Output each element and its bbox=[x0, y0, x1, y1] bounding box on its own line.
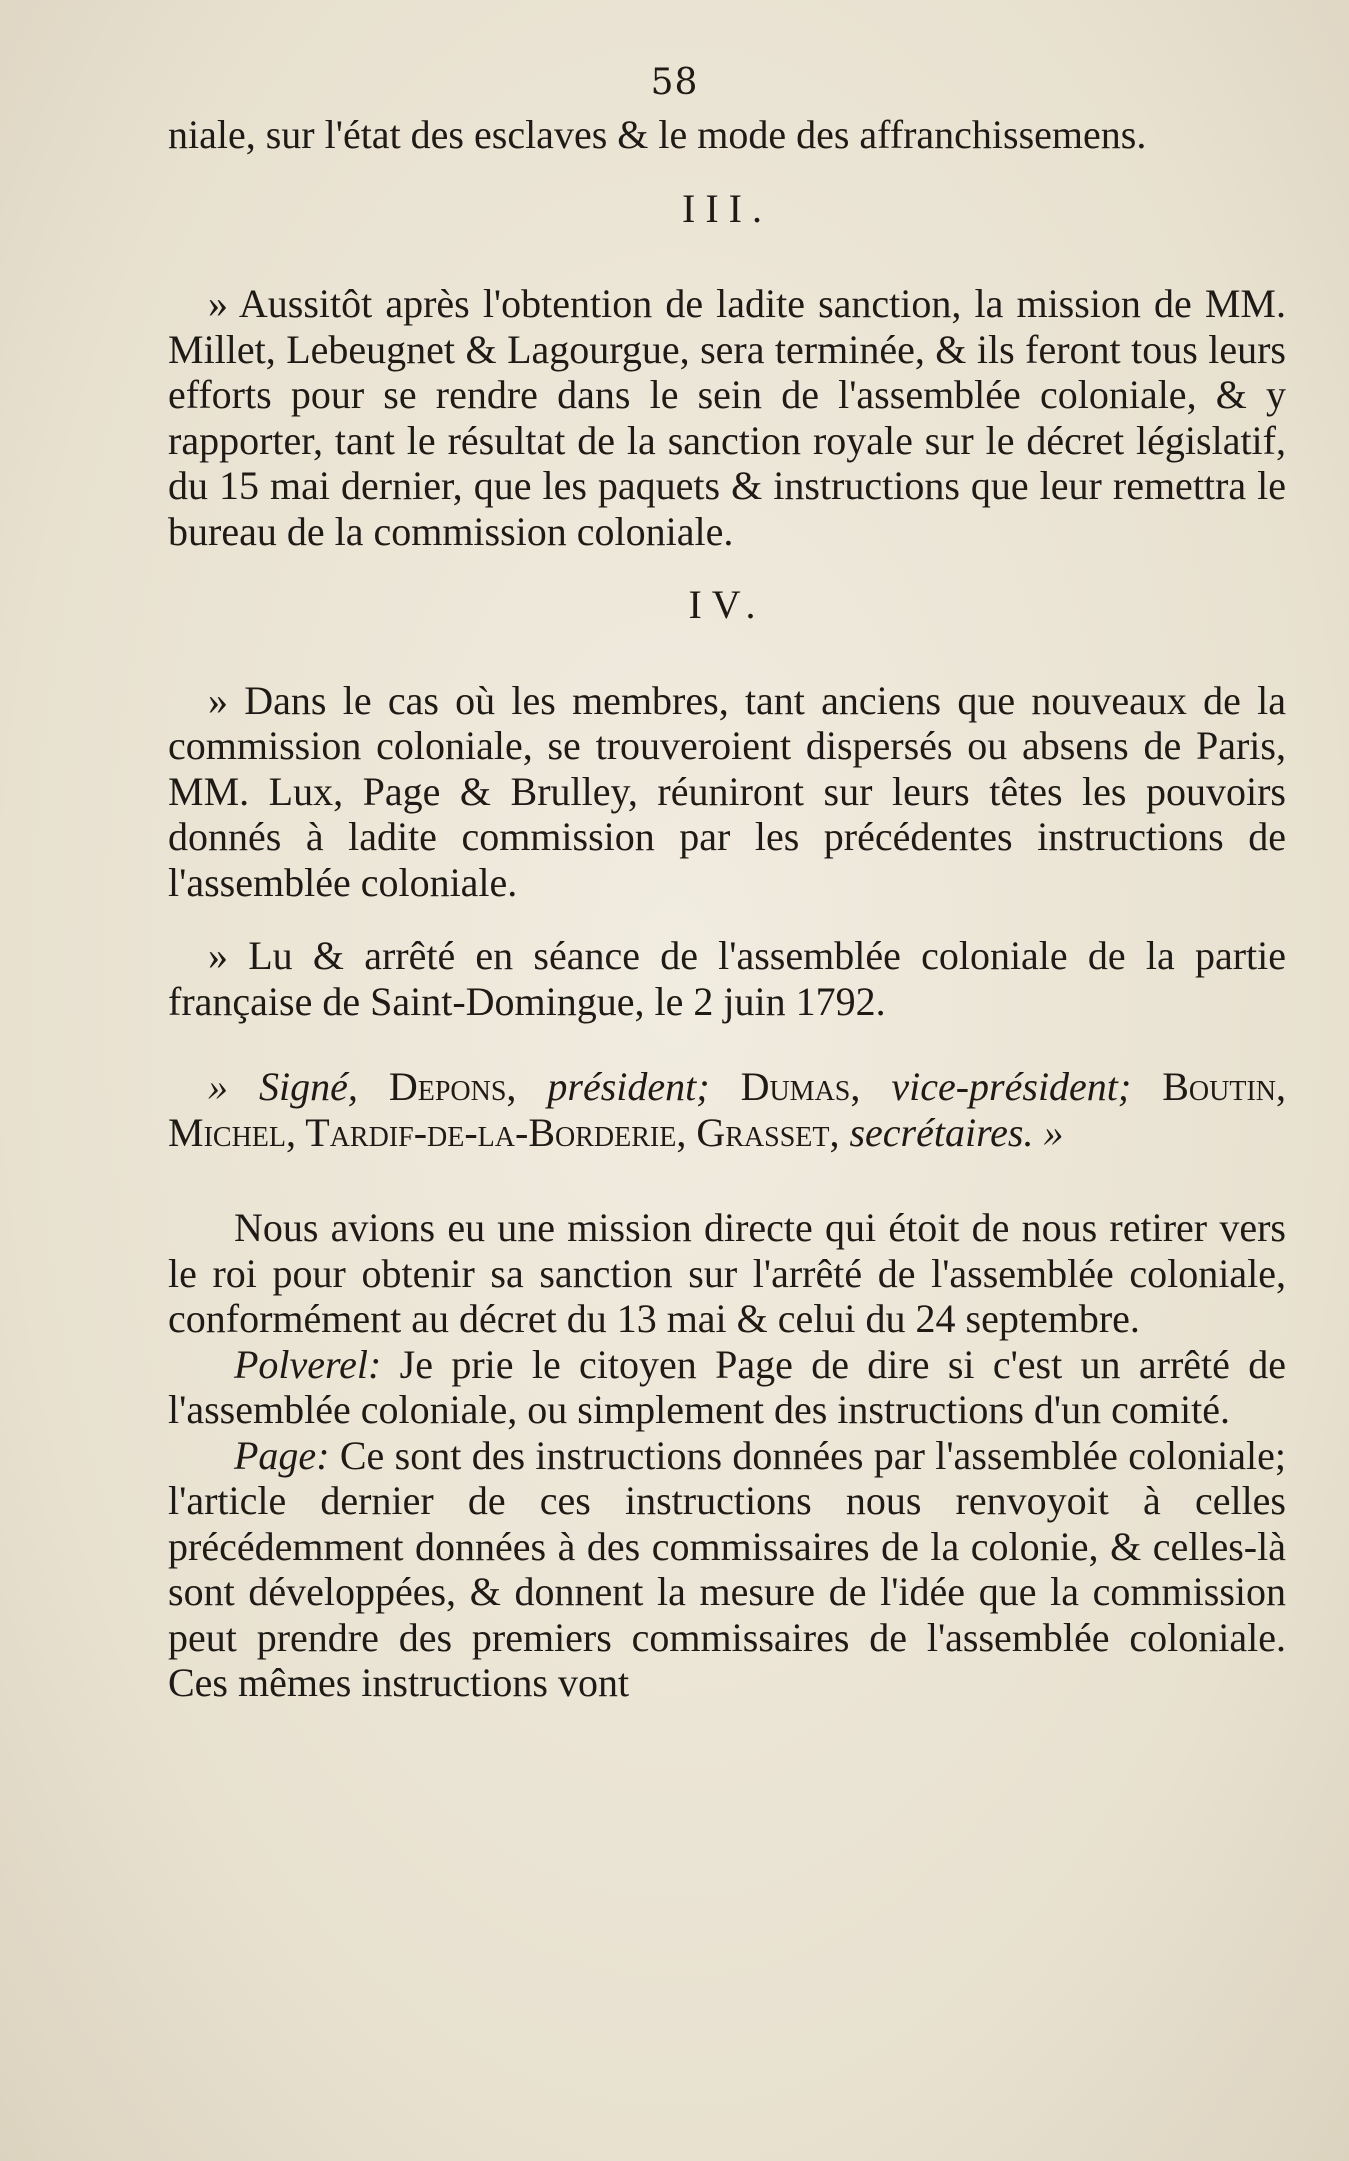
signature-title-secretaires: secrétaires. » bbox=[849, 1109, 1064, 1155]
paragraph-article-3: » Aussitôt après l'obtention de ladite sanction, la mission de MM. Millet, Lebeugnet & Lagourgue, sera terminée, & ils feront tous leurs efforts pour se rendre dans le sein de l'assemblée coloniale, & y rapporter, tant le résultat de la sanction royale sur le décret législatif, du 15 mai dernier, que les paquets & instructions que leur remettra le bureau de la commission coloniale. bbox=[168, 281, 1286, 554]
signature-prefix: » Signé, bbox=[208, 1064, 358, 1109]
speaker-page: Page: bbox=[234, 1432, 330, 1478]
signature-names-secretaries: Boutin, Michel, Tardif-de-la-Borderie, Grasset, bbox=[168, 1064, 1287, 1155]
speaker-polverel: Polverel: bbox=[234, 1341, 382, 1387]
page-text bbox=[168, 112, 1286, 1706]
dialog-page bbox=[168, 1433, 1286, 1706]
article-heading-3: III. bbox=[682, 185, 772, 231]
signature-name-dumas: Dumas bbox=[740, 1064, 851, 1109]
signature-title-president: président; bbox=[547, 1064, 710, 1109]
dialog-page-text: Ce sont des instructions données par l'assemblée coloniale; l'article dernier de ces instructions nous renvoyoit à celles précédemment données à des commissaires de la colonie, & celles-là sont développées, & donnent la mesure de l'idée que la commission peut prendre des premiers commissaires de l'assemblée coloniale. Ces mêmes instructions vont bbox=[168, 1432, 1287, 1705]
signature-name-depons: Depons bbox=[388, 1064, 507, 1109]
dialog-polverel-text: Je prie le citoyen Page de dire si c'est un arrêté de l'assemblée coloniale, ou simplement des instructions d'un comité. bbox=[168, 1341, 1287, 1432]
dialog-polverel bbox=[168, 1342, 1286, 1433]
paragraph-intro: niale, sur l'état des esclaves & le mode des affranchissemens. bbox=[168, 112, 1147, 157]
paragraph-lu-arrete: » Lu & arrêté en séance de l'assemblée coloniale de la partie française de Saint-Domingue, le 2 juin 1792. bbox=[168, 933, 1286, 1024]
page-number: 58 bbox=[650, 62, 699, 103]
signature-title-vice-president: vice-président; bbox=[891, 1064, 1132, 1109]
article-heading-4: IV. bbox=[688, 582, 766, 627]
paragraph-nous-avions: Nous avions eu une mission directe qui étoit de nous retirer vers le roi pour obtenir sa sanction sur l'arrêté de l'assemblée coloniale, conformément au décret du 13 mai & celui du 24 septembre. bbox=[168, 1205, 1286, 1341]
signature-block: » Signé, Depons, président; Dumas, vice-président; Boutin, Michel, Tardif-de-la-Borderie, Grasset, secrétaires. » bbox=[168, 1064, 1287, 1155]
paragraph-article-4: » Dans le cas où les membres, tant anciens que nouveaux de la commission coloniale, se trouveroient dispersés ou absens de Paris, MM. Lux, Page & Brulley, réuniront sur leurs têtes les pouvoirs donnés à ladite commission par les précédentes instructions de l'assemblée coloniale. bbox=[168, 677, 1286, 905]
